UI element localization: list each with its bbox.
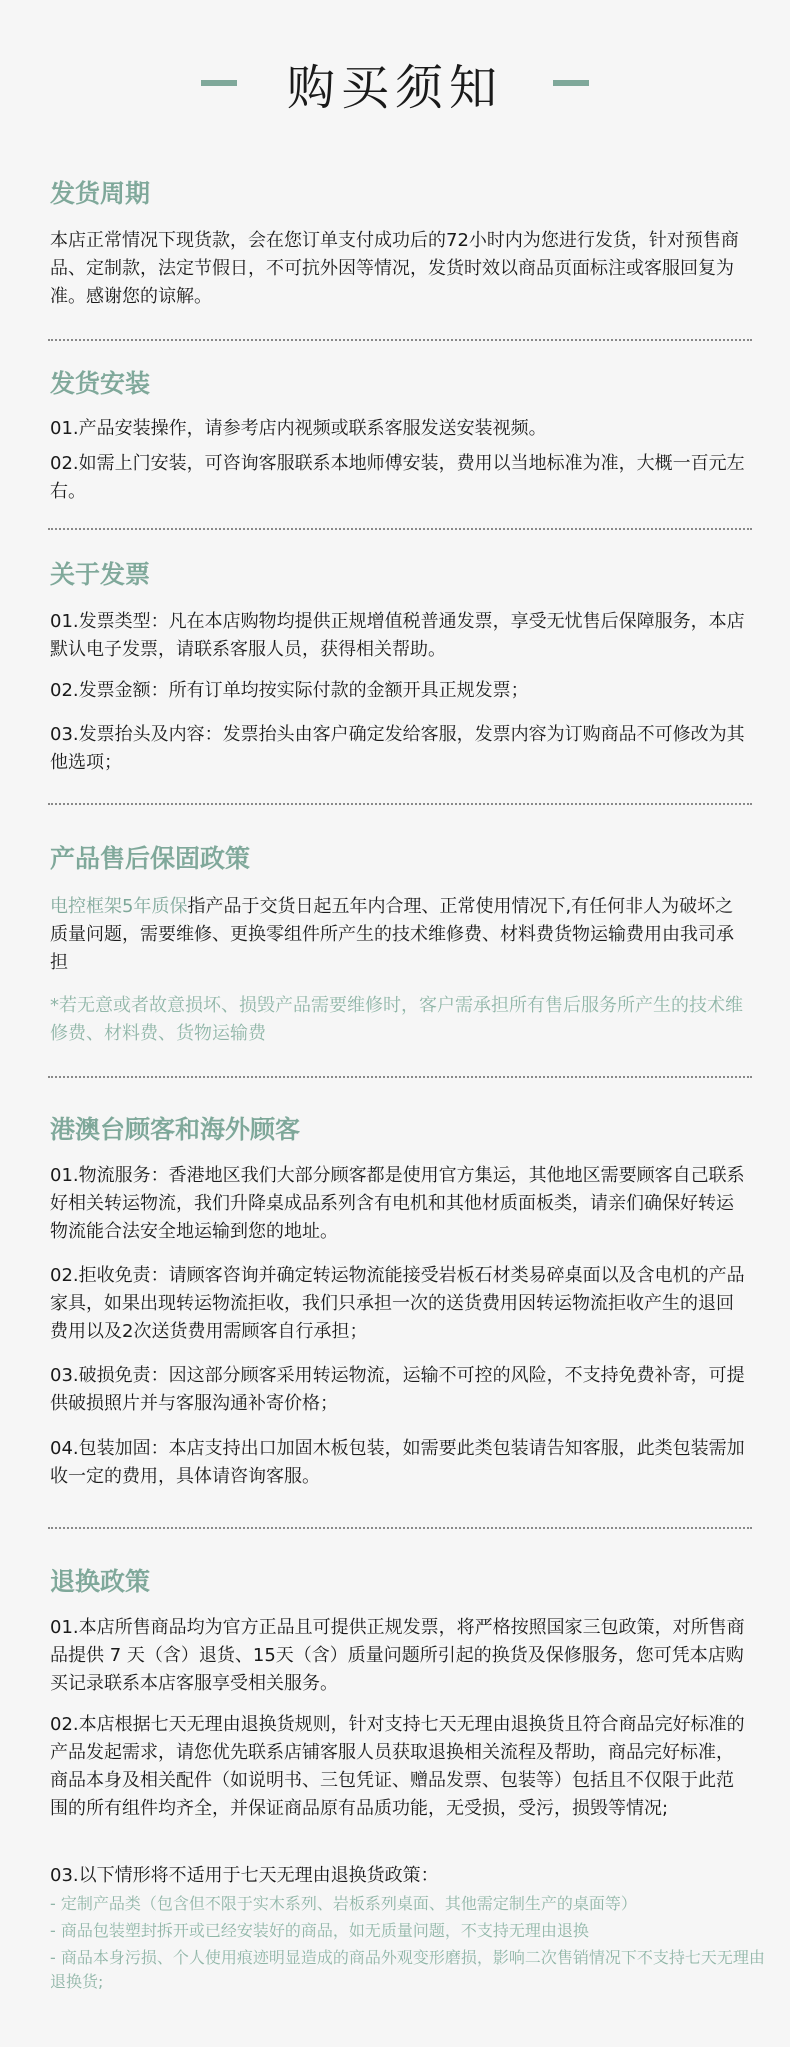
page-header xyxy=(0,48,790,118)
return-item-3: 03.以下情形将不适用于七天无理由退换货政策： xyxy=(50,1865,439,1886)
page-title: 购买须知 xyxy=(286,59,503,116)
overseas-item-4: 04.包装加固：本店支持出口加固木板包装，如需要此类包装请告知客服，此类包装需加收一定的费用，具体请咨询客服。 xyxy=(50,1438,745,1487)
section-title-return-policy: 退换政策 xyxy=(50,1567,151,1596)
shipping-period-text: 本店正常情况下现货款，会在您订单支付成功后的72小时内为您进行发货，针对预售商品、定制款，法定节假日，不可抗外因等情况，发货时效以商品页面标注或客服回复为准。感谢您的谅解。 xyxy=(50,230,739,307)
installation-item-1: 01.产品安装操作，请参考店内视频或联系客服发送安装视频。 xyxy=(50,418,547,439)
overseas-item-1: 01.物流服务：香港地区我们大部分顾客都是使用官方集运，其他地区需要顾客自己联系好相关转运物流，我们升降桌成品系列含有电机和其他材质面板类，请亲们确保好转运物流能合法安全地运输到您的地址。 xyxy=(50,1165,745,1242)
divider xyxy=(48,803,752,805)
section-title-overseas: 港澳台顾客和海外顾客 xyxy=(50,1115,301,1144)
section-title-warranty: 产品售后保固政策 xyxy=(50,844,251,873)
section-title-installation: 发货安装 xyxy=(50,369,151,398)
invoice-item-2: 02.发票金额：所有订单均按实际付款的金额开具正规发票； xyxy=(50,680,529,701)
warranty-note: *若无意或者故意损坏、损毁产品需要维修时，客户需承担所有售后服务所产生的技术维修费、材料费、货物运输费 xyxy=(50,995,743,1044)
divider xyxy=(48,339,752,341)
installation-item-2: 02.如需上门安装，可咨询客服联系本地师傅安装，费用以当地标准为准，大概一百元左右。 xyxy=(50,453,745,502)
return-exclusion-1: - 定制产品类（包含但不限于实木系列、岩板系列桌面、其他需定制生产的桌面等） xyxy=(50,1894,637,1913)
divider xyxy=(48,1527,752,1529)
invoice-item-3: 03.发票抬头及内容：发票抬头由客户确定发给客服，发票内容为订购商品不可修改为其他选项； xyxy=(50,724,745,773)
warranty-text xyxy=(50,893,750,977)
title-dash-left xyxy=(201,80,237,86)
divider xyxy=(48,1076,752,1078)
return-item-1: 01.本店所售商品均为官方正品且可提供正规发票，将严格按照国家三包政策，对所售商品提供 7 天（含）退货、15天（含）质量问题所引起的换货及保修服务，您可凭本店购买记录联系本店客服享受相关服务。 xyxy=(50,1617,745,1694)
overseas-item-3: 03.破损免责：因这部分顾客采用转运物流，运输不可控的风险，不支持免费补寄，可提供破损照片并与客服沟通补寄价格； xyxy=(50,1365,745,1414)
section-title-shipping-period: 发货周期 xyxy=(50,179,151,208)
invoice-item-1: 01.发票类型：凡在本店购物均提供正规增值税普通发票，享受无忧售后保障服务，本店默认电子发票，请联系客服人员，获得相关帮助。 xyxy=(50,611,745,660)
section-title-invoice: 关于发票 xyxy=(50,560,151,589)
warranty-highlight: 电控框架5年质保 xyxy=(50,896,188,917)
return-item-2: 02.本店根据七天无理由退换货规则，针对支持七天无理由退换货且符合商品完好标准的产品发起需求，请您优先联系店铺客服人员获取退换相关流程及帮助，商品完好标准，商品本身及相关配件（如说明书、三包凭证、赠品发票、包装等）包括且不仅限于此范围的所有组件均齐全，并保证商品原有品质功能，无受损，受污，损毁等情况; xyxy=(50,1714,745,1819)
divider xyxy=(48,528,752,530)
return-exclusion-2: - 商品包装塑封拆开或已经安装好的商品，如无质量问题，不支持无理由退换 xyxy=(50,1921,589,1940)
warranty-body: 指产品于交货日起五年内合理、正常使用情况下,有任何非人为破坏之质量问题，需要维修、更换零组件所产生的技术维修费、材料费货物运输费用由我司承担 xyxy=(50,896,734,973)
return-exclusion-3: - 商品本身污损、个人使用痕迹明显造成的商品外观变形磨损，影响二次售销情况下不支持七天无理由退换货; xyxy=(50,1948,765,1991)
title-dash-right xyxy=(553,80,589,86)
overseas-item-2: 02.拒收免责：请顾客咨询并确定转运物流能接受岩板石材类易碎桌面以及含电机的产品家具，如果出现转运物流拒收，我们只承担一次的送货费用因转运物流拒收产生的退回费用以及2次送货费用需顾客自行承担； xyxy=(50,1265,745,1342)
